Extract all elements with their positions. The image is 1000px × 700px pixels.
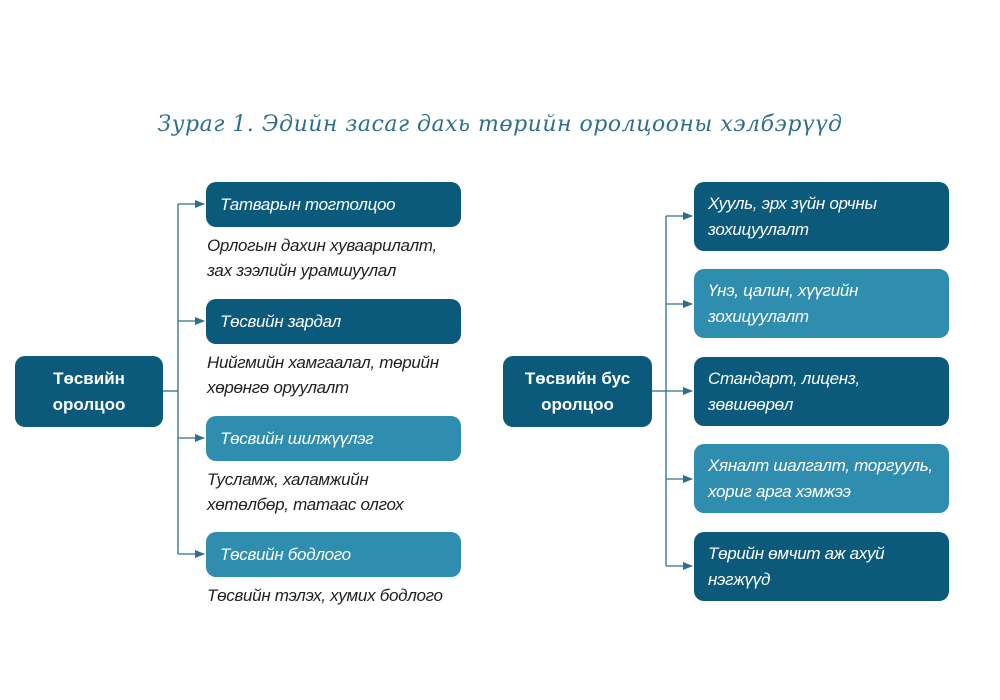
desc-line: Тусламж, халамжийн bbox=[207, 470, 369, 489]
item-line: зөвшөөрөл bbox=[708, 394, 794, 414]
left-item-box bbox=[206, 182, 461, 227]
desc-line: хөтөлбөр, татаас олгох bbox=[207, 495, 404, 514]
desc-line: Орлогын дахин хуваарилалт, bbox=[207, 236, 437, 255]
left-item-desc bbox=[207, 467, 403, 517]
item-line: зохицуулалт bbox=[708, 306, 809, 326]
left-item-desc bbox=[207, 350, 439, 400]
right-root-box bbox=[503, 356, 652, 427]
item-label: Төсвийн шилжүүлэг bbox=[220, 428, 374, 448]
left-item-box bbox=[206, 416, 461, 461]
left-root-box bbox=[15, 356, 163, 427]
item-line: зохицуулалт bbox=[708, 219, 809, 239]
desc-line: Нийгмийн хамгаалал, төрийн bbox=[207, 353, 439, 372]
root-line: оролцоо bbox=[541, 394, 614, 414]
root-line: оролцоо bbox=[52, 394, 126, 414]
desc-line: Төсвийн тэлэх, хумих бодлого bbox=[207, 586, 443, 605]
item-label: Төсвийн бодлого bbox=[220, 544, 351, 564]
right-item-box bbox=[694, 269, 949, 338]
item-line: Төрийн өмчит аж ахуй bbox=[708, 543, 885, 563]
figure-title: Зураг 1. Эдийн засаг дахь төрийн оролцооны хэлбэрүүд bbox=[157, 112, 843, 137]
root-line: Төсвийн бус bbox=[524, 368, 631, 388]
desc-line: хөрөнгө оруулалт bbox=[207, 378, 349, 397]
right-item-box bbox=[694, 532, 949, 601]
left-item-desc bbox=[207, 583, 443, 608]
left-item-box bbox=[206, 299, 461, 344]
item-line: хориг арга хэмжээ bbox=[708, 481, 851, 501]
item-line: Үнэ, цалин, хүүгийн bbox=[708, 280, 859, 300]
item-label: Татварын тогтолцоо bbox=[220, 194, 396, 214]
root-line: Төсвийн bbox=[53, 368, 125, 388]
right-item-box bbox=[694, 357, 949, 426]
desc-line: зах зээлийн урамшуулал bbox=[207, 261, 397, 280]
item-line: Хууль, эрх зүйн орчны bbox=[708, 193, 877, 213]
item-label: Төсвийн зардал bbox=[220, 311, 341, 331]
item-line: Стандарт, лиценз, bbox=[708, 368, 860, 388]
item-line: нэгжүүд bbox=[708, 569, 771, 589]
item-line: Хяналт шалгалт, торгууль, bbox=[708, 455, 933, 475]
right-item-box bbox=[694, 182, 949, 251]
left-item-desc bbox=[207, 233, 437, 283]
left-item-box bbox=[206, 532, 461, 577]
right-item-box bbox=[694, 444, 949, 513]
